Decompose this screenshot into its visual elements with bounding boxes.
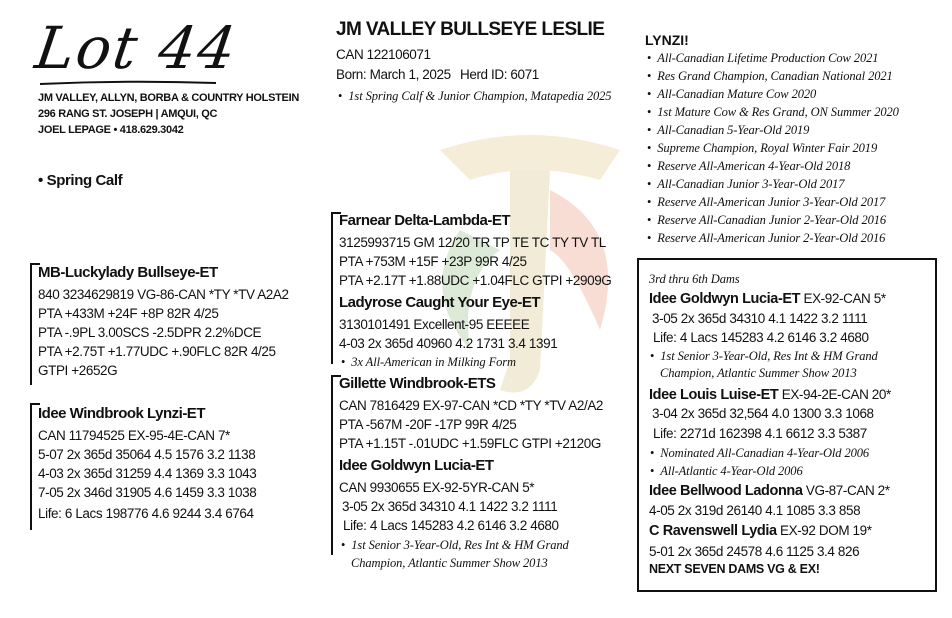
dam4-honor: • Nominated All-Canadian 4-Year-Old 2006 bbox=[650, 446, 869, 461]
dam5-line: 4-05 2x 319d 26140 4.1 1085 3.3 858 bbox=[649, 503, 861, 518]
lynzi-title: LYNZI! bbox=[645, 32, 689, 48]
dam-line: CAN 11794525 EX-95-4E-CAN 7* bbox=[38, 428, 230, 443]
dam6-entry bbox=[649, 522, 872, 541]
lynzi-honor: • Reserve All-American Junior 3-Year-Old 2017 bbox=[647, 195, 885, 210]
sire-name: MB-Luckylady Bullseye-ET bbox=[38, 264, 218, 281]
consignor-contact: JOEL LEPAGE • 418.629.3042 bbox=[38, 124, 184, 136]
lynzi-honor: • 1st Mature Cow & Res Grand, ON Summer 2020 bbox=[647, 105, 899, 120]
ladyrose-honor: • 3x All-American in Milking Form bbox=[341, 355, 516, 370]
animal-name: JM VALLEY BULLSEYE LESLIE bbox=[336, 19, 605, 40]
lucia-honor: • 1st Senior 3-Year-Old, Res Int & HM Grand bbox=[341, 538, 569, 553]
gillette-line: PTA -567M -20F -17P 99R 4/25 bbox=[339, 417, 517, 432]
lucia-line: 3-05 2x 365d 34310 4.1 1422 3.2 1111 bbox=[342, 499, 558, 514]
lot-title: Lot 44 bbox=[31, 14, 242, 82]
sire-line: PTA +433M +24F +8P 82R 4/25 bbox=[38, 306, 219, 321]
lynzi-honor: • Reserve All-American 4-Year-Old 2018 bbox=[647, 159, 850, 174]
farnear-line: 3125993715 GM 12/20 TR TP TE TC TY TV TL bbox=[339, 235, 606, 250]
lucia-name: Idee Goldwyn Lucia-ET bbox=[339, 457, 494, 474]
gillette-name: Gillette Windbrook-ETS bbox=[339, 375, 496, 392]
dams-footer: NEXT SEVEN DAMS VG & EX! bbox=[649, 562, 820, 576]
dam-line: 5-07 2x 365d 35064 4.5 1576 3.2 1138 bbox=[38, 447, 256, 462]
dam3-line: 3-05 2x 365d 34310 4.1 1422 3.2 1111 bbox=[652, 311, 868, 326]
ladyrose-name: Ladyrose Caught Your Eye-ET bbox=[339, 294, 540, 311]
lynzi-honor: • Reserve All-American Junior 2-Year-Old 2016 bbox=[647, 231, 885, 246]
dam-name: Idee Windbrook Lynzi-ET bbox=[38, 405, 205, 422]
dam3-score: EX-92-CAN 5* bbox=[800, 291, 886, 306]
ladyrose-line: 3130101491 Excellent-95 EEEEE bbox=[339, 317, 530, 332]
farnear-name: Farnear Delta-Lambda-ET bbox=[339, 212, 511, 229]
sire-line: 840 3234629819 VG-86-CAN *TY *TV A2A2 bbox=[38, 287, 289, 302]
sire-line: PTA +2.75T +1.77UDC +.90FLC 82R 4/25 bbox=[38, 344, 276, 359]
dam4-score: EX-94-2E-CAN 20* bbox=[778, 387, 891, 402]
gillette-line: CAN 7816429 EX-97-CAN *CD *TY *TV A2/A2 bbox=[339, 398, 604, 413]
dam3-entry bbox=[649, 290, 886, 309]
lynzi-honor: • All-Canadian 5-Year-Old 2019 bbox=[647, 123, 809, 138]
dam-line: Life: 6 Lacs 198776 4.6 9244 3.4 6764 bbox=[38, 506, 254, 521]
dam-line: 7-05 2x 346d 31905 4.6 1459 3.3 1038 bbox=[38, 485, 257, 500]
lynzi-honor: • All-Canadian Mature Cow 2020 bbox=[647, 87, 816, 102]
dam5-entry bbox=[649, 482, 890, 501]
farnear-line: PTA +2.17T +1.88UDC +1.04FLC GTPI +2909G bbox=[339, 273, 612, 288]
dam3-name: Idee Goldwyn Lucia-ET bbox=[649, 291, 801, 307]
dam4-name: Idee Louis Luise-ET bbox=[649, 387, 779, 403]
dam3-line: Life: 4 Lacs 145283 4.2 6146 3.2 4680 bbox=[653, 330, 869, 345]
animal-herd-id: Herd ID: 6071 bbox=[460, 67, 539, 82]
sire-line: PTA -.9PL 3.00SCS -2.5DPR 2.2%DCE bbox=[38, 325, 262, 340]
dam3-honor-cont: Champion, Atlantic Summer Show 2013 bbox=[660, 366, 857, 380]
dam5-score: VG-87-CAN 2* bbox=[802, 483, 890, 498]
dam4-entry bbox=[649, 386, 891, 405]
lynzi-honor: • Supreme Champion, Royal Winter Fair 2019 bbox=[647, 141, 877, 156]
consignor-address: 296 RANG ST. JOSEPH | AMQUI, QC bbox=[38, 108, 218, 120]
lynzi-honor: • Res Grand Champion, Canadian National 2021 bbox=[647, 69, 893, 84]
animal-honor: • 1st Spring Calf & Junior Champion, Matapedia 2025 bbox=[338, 89, 611, 104]
dam4-honor: • All-Atlantic 4-Year-Old 2006 bbox=[650, 464, 803, 479]
consignor-line: JM VALLEY, ALLYN, BORBA & COUNTRY HOLSTEIN bbox=[38, 92, 299, 104]
animal-born: Born: March 1, 2025 bbox=[336, 67, 451, 82]
lynzi-honor: • Reserve All-Canadian Junior 2-Year-Old 2016 bbox=[647, 213, 886, 228]
dam4-line: 3-04 2x 365d 32,564 4.0 1300 3.3 1068 bbox=[652, 406, 874, 421]
dams-heading: 3rd thru 6th Dams bbox=[649, 272, 740, 286]
lucia-line: Life: 4 Lacs 145283 4.2 6146 3.2 4680 bbox=[343, 518, 559, 533]
lucia-line: CAN 9930655 EX-92-5YR-CAN 5* bbox=[339, 480, 535, 495]
gillette-line: PTA +1.15T -.01UDC +1.59FLC GTPI +2120G bbox=[339, 436, 601, 451]
lynzi-honor: • All-Canadian Junior 3-Year-Old 2017 bbox=[647, 177, 844, 192]
farnear-line: PTA +753M +15F +23P 99R 4/25 bbox=[339, 254, 527, 269]
dam6-score: EX-92 DOM 19* bbox=[776, 523, 872, 538]
dam-line: 4-03 2x 365d 31259 4.4 1369 3.3 1043 bbox=[38, 466, 257, 481]
animal-reg: CAN 122106071 bbox=[336, 47, 431, 62]
dam5-name: Idee Bellwood Ladonna bbox=[649, 483, 803, 499]
lucia-honor-cont: Champion, Atlantic Summer Show 2013 bbox=[351, 556, 548, 570]
dam6-name: C Ravenswell Lydia bbox=[649, 523, 777, 539]
class-label: • Spring Calf bbox=[38, 172, 123, 189]
lot-underline bbox=[38, 80, 218, 86]
dam4-line: Life: 2271d 162398 4.1 6612 3.3 5387 bbox=[653, 426, 867, 441]
dam6-line: 5-01 2x 365d 24578 4.6 1125 3.4 826 bbox=[649, 544, 860, 559]
sire-line: GTPI +2652G bbox=[38, 363, 118, 378]
dam3-honor: • 1st Senior 3-Year-Old, Res Int & HM Grand bbox=[650, 349, 878, 364]
lynzi-honor: • All-Canadian Lifetime Production Cow 2021 bbox=[647, 51, 878, 66]
ladyrose-line: 4-03 2x 365d 40960 4.2 1731 3.4 1391 bbox=[339, 336, 558, 351]
